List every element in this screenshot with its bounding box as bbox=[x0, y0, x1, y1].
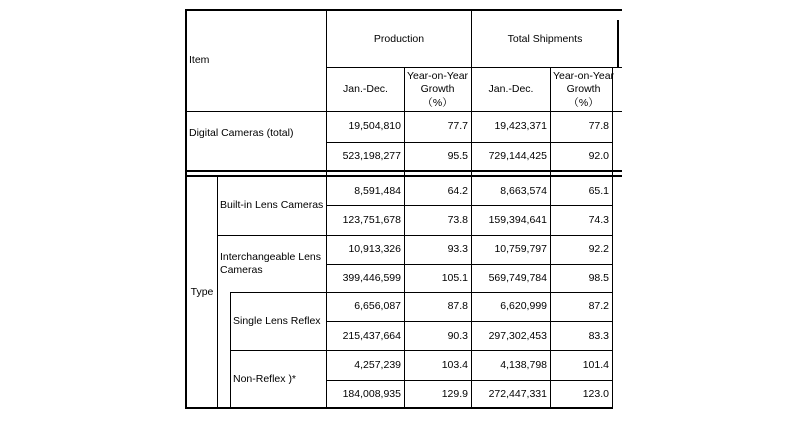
cell-production-growth: 77.7 bbox=[447, 120, 468, 132]
cell-shipments: 4,138,798 bbox=[500, 359, 547, 371]
shipments-unit-header: （%） bbox=[568, 97, 599, 109]
cell-shipments-growth: 92.0 bbox=[588, 150, 609, 162]
cell-production-growth: 95.5 bbox=[447, 150, 468, 162]
cell-production: 215,437,664 bbox=[342, 330, 401, 342]
cell-shipments: 159,394,641 bbox=[488, 214, 547, 226]
shipments-period-header: Jan.-Dec. bbox=[488, 83, 534, 95]
category-single-lens-reflex: Single Lens Reflex bbox=[233, 315, 321, 327]
cell-production: 399,446,599 bbox=[342, 272, 401, 284]
cell-shipments: 569,749,784 bbox=[488, 272, 547, 284]
category-interchangeable-lens: Interchangeable Lens Cameras bbox=[220, 251, 321, 276]
production-period-header: Jan.-Dec. bbox=[343, 83, 388, 95]
cell-shipments-growth: 92.2 bbox=[588, 243, 609, 255]
cell-production-growth: 87.8 bbox=[447, 300, 468, 312]
cell-production-growth: 129.9 bbox=[441, 388, 468, 400]
cell-shipments: 19,423,371 bbox=[494, 120, 547, 132]
cell-shipments-growth: 98.5 bbox=[588, 272, 609, 284]
cell-production: 19,504,810 bbox=[348, 120, 401, 132]
cell-shipments: 10,759,797 bbox=[494, 243, 547, 255]
category-non-reflex: Non-Reflex )* bbox=[233, 373, 297, 385]
cell-production: 6,656,087 bbox=[354, 300, 401, 312]
production-growth-header: Year-on-Year Growth bbox=[406, 70, 469, 95]
shipments-growth-header: Year-on-Year Growth bbox=[552, 70, 615, 95]
cell-shipments-growth: 77.8 bbox=[588, 120, 609, 132]
cell-production-growth: 103.4 bbox=[441, 359, 468, 371]
production-unit-header: （%） bbox=[422, 97, 453, 109]
cell-shipments-growth: 87.2 bbox=[588, 300, 609, 312]
cell-production: 8,591,484 bbox=[354, 185, 401, 197]
cell-shipments: 272,447,331 bbox=[488, 388, 547, 400]
cell-shipments: 6,620,999 bbox=[500, 300, 547, 312]
production-header: Production bbox=[373, 33, 425, 45]
category-builtin-lens: Built-in Lens Cameras bbox=[220, 199, 324, 211]
cell-production: 10,913,326 bbox=[348, 243, 401, 255]
cell-shipments-growth: 123.0 bbox=[582, 388, 609, 400]
cell-shipments-growth: 101.4 bbox=[582, 359, 609, 371]
cell-shipments-growth: 74.3 bbox=[588, 214, 609, 226]
cell-shipments: 297,302,453 bbox=[488, 330, 547, 342]
cell-shipments-growth: 65.1 bbox=[588, 185, 609, 197]
type-label: Type bbox=[190, 286, 214, 298]
cell-production-growth: 73.8 bbox=[447, 214, 468, 226]
cell-production-growth: 105.1 bbox=[441, 272, 468, 284]
cell-production-growth: 64.2 bbox=[447, 185, 468, 197]
cell-production: 4,257,239 bbox=[354, 359, 401, 371]
cell-shipments: 729,144,425 bbox=[488, 150, 547, 162]
item-header: Item bbox=[189, 54, 210, 66]
cell-production: 123,751,678 bbox=[342, 214, 401, 226]
shipments-header: Total Shipments bbox=[507, 33, 583, 45]
category-digital-cameras: Digital Cameras (total) bbox=[189, 127, 294, 139]
cell-shipments: 8,663,574 bbox=[500, 185, 547, 197]
cell-shipments-growth: 83.3 bbox=[588, 330, 609, 342]
cell-production: 523,198,277 bbox=[342, 150, 401, 162]
cell-production-growth: 90.3 bbox=[447, 330, 468, 342]
cell-production-growth: 93.3 bbox=[447, 243, 468, 255]
cell-production: 184,008,935 bbox=[342, 388, 401, 400]
